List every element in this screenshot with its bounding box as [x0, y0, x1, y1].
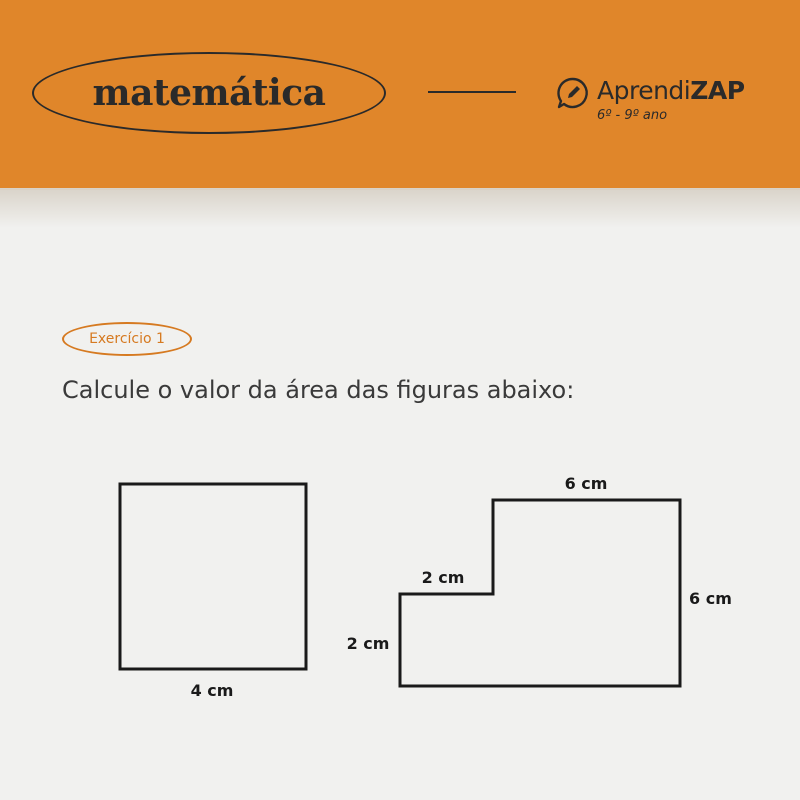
square-figure	[120, 484, 306, 669]
l-shape-figure	[400, 500, 680, 686]
brand-name-bold: ZAP	[690, 76, 745, 105]
brand-grade: 6º - 9º ano	[597, 108, 668, 123]
l-shape-top-label: 6 cm	[564, 474, 608, 493]
brand-name-regular: Aprendi	[597, 76, 691, 105]
exercise-badge: Exercício 1	[62, 322, 192, 356]
exercise-instruction: Calcule o valor da área das figuras abaixo:	[62, 376, 575, 404]
subject-title: matemática	[92, 72, 326, 114]
l-shape-step-top-label: 2 cm	[421, 568, 465, 587]
l-shape-step-side-label: 2 cm	[346, 634, 390, 653]
l-shape-right-label: 6 cm	[689, 589, 732, 608]
square-side-label: 4 cm	[190, 681, 234, 700]
